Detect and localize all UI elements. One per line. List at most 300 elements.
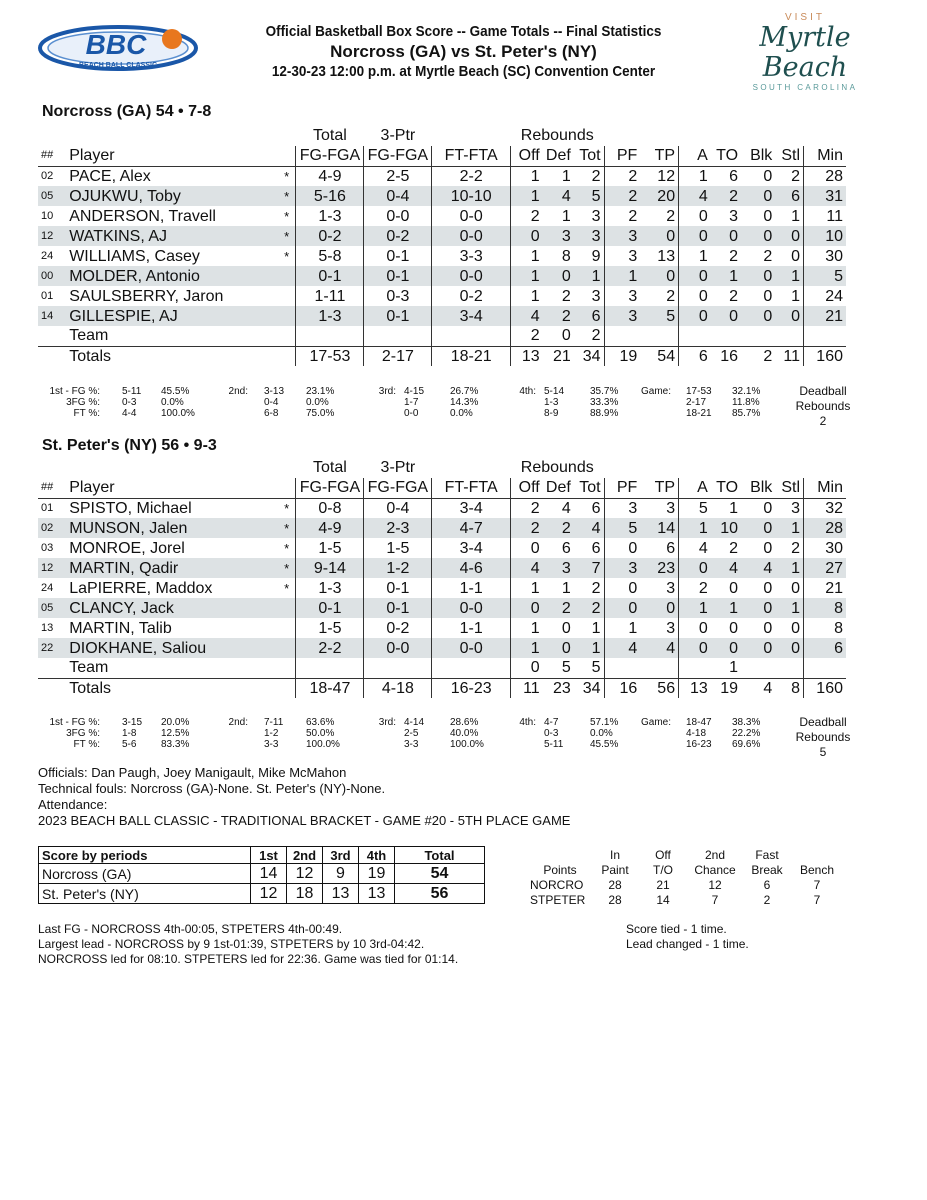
starter-mark: * — [284, 208, 290, 224]
stat-a: 0 — [679, 226, 711, 246]
stat-def: 8 — [561, 247, 571, 265]
player-row — [38, 518, 846, 538]
col-stl: Stl — [775, 146, 803, 166]
total-min: 160 — [804, 678, 847, 698]
jersey-number: 24 — [41, 249, 54, 262]
stat-tp: 23 — [640, 558, 678, 578]
col-tot: Tot — [574, 478, 604, 498]
stat-tot: 1 — [574, 266, 604, 286]
col-fg3: FG-FGA — [364, 146, 432, 166]
stat-to: 0 — [711, 226, 741, 246]
stat-off: 1 — [510, 266, 542, 286]
stat-tp: 12 — [657, 167, 676, 185]
stat-to: 6 — [729, 167, 739, 185]
stat-min: 28 — [804, 518, 847, 538]
stat-a: 1 — [679, 166, 711, 186]
stat-stl: 0 — [791, 579, 800, 597]
total-fg: 18-47 — [296, 678, 364, 698]
stat-stl — [775, 658, 803, 678]
stat-fg3: 0-2 — [364, 618, 432, 638]
stat-tp: 0 — [640, 598, 678, 618]
game-notes — [38, 765, 570, 829]
stat-def: 0 — [543, 266, 574, 286]
stat-tot: 2 — [591, 579, 601, 597]
stat-stl: 0 — [791, 619, 800, 637]
stat-min: 31 — [804, 186, 847, 206]
stat-a — [679, 658, 711, 678]
stat-stl: 3 — [791, 499, 800, 517]
player-row — [38, 618, 846, 638]
stat-fg: 1-5 — [296, 618, 364, 638]
col-group-total: Total — [313, 126, 347, 144]
stat-ft: 4-7 — [432, 518, 511, 538]
stat-blk: 0 — [741, 306, 775, 326]
total-min: 160 — [804, 346, 847, 366]
stat-blk — [741, 326, 775, 346]
stat-min: 30 — [804, 246, 847, 266]
stat-tot: 2 — [591, 327, 601, 345]
shooting-row: 3FG %: 0-3 0.0% 0-4 0.0% 1-7 14.3% 1-3 33.3% 2-17 11.8% — [66, 397, 760, 408]
stat-a: 0 — [679, 266, 711, 286]
stat-min: 8 — [804, 618, 847, 638]
stat-pf: 3 — [604, 286, 640, 306]
col-pf: PF — [604, 146, 640, 166]
player-row — [38, 578, 846, 598]
starter-mark — [278, 266, 296, 286]
stat-blk: 0 — [763, 287, 773, 305]
jersey-number: 01 — [41, 289, 54, 302]
stat-off: 4 — [510, 306, 542, 326]
col-player: Player — [66, 146, 278, 166]
stat-a: 4 — [679, 186, 711, 206]
stat-to: 1 — [729, 659, 739, 677]
myrtle-beach-logo: VISIT Myrtle Beach SOUTH CAROLINA — [752, 12, 858, 92]
stat-to: 10 — [711, 518, 741, 538]
jersey-number: 03 — [41, 541, 54, 554]
col-fg: FG-FGA — [296, 478, 364, 498]
stat-fg3 — [364, 326, 432, 346]
total-tp: 56 — [640, 678, 678, 698]
stat-tot: 1 — [574, 638, 604, 658]
player-name: Team — [69, 327, 109, 345]
stat-stl — [775, 326, 803, 346]
player-name: MARTIN, Qadir — [66, 558, 278, 578]
stat-fg3 — [364, 658, 432, 678]
stat-fg3: 1-5 — [364, 538, 432, 558]
total-def: 21 — [543, 346, 574, 366]
stat-stl: 1 — [775, 558, 803, 578]
stat-a: 0 — [679, 558, 711, 578]
stat-fg3: 0-1 — [364, 266, 432, 286]
starter-mark — [278, 326, 296, 346]
starter-mark — [278, 286, 296, 306]
score-by-periods: Score by periods 1st 2nd 3rd 4th Total Norcross (GA) 14 12 9 19 54 St. Peter's (NY) 12 18 13 13 56 — [38, 846, 485, 904]
jersey-number: 01 — [41, 501, 54, 514]
stat-off: 0 — [510, 658, 542, 678]
stat-fg3: 0-1 — [364, 598, 432, 618]
player-name: ANDERSON, Travell — [69, 207, 216, 225]
total-stl: 8 — [775, 678, 803, 698]
stat-fg — [296, 326, 364, 346]
stat-def: 4 — [543, 186, 574, 206]
stat-tot: 6 — [591, 499, 601, 517]
stat-ft: 3-4 — [432, 306, 511, 326]
stat-fg: 4-9 — [296, 518, 364, 538]
stat-fg: 4-9 — [296, 166, 364, 186]
stat-ft: 4-6 — [432, 558, 511, 578]
stat-fg3: 0-0 — [364, 638, 432, 658]
stat-def: 1 — [561, 579, 571, 597]
stat-to: 1 — [711, 266, 741, 286]
player-row — [38, 538, 846, 558]
starter-mark — [278, 638, 296, 658]
stat-def: 0 — [561, 619, 571, 637]
period-row-norcross: Norcross (GA) 14 12 9 19 54 — [39, 864, 485, 884]
stat-stl: 0 — [791, 247, 800, 265]
stat-pf: 5 — [604, 518, 640, 538]
starter-mark: * — [284, 540, 290, 556]
period-row-stpeters: St. Peter's (NY) 12 18 13 13 56 — [39, 884, 485, 904]
stat-to: 3 — [729, 207, 739, 225]
stat-def: 2 — [543, 598, 574, 618]
total-ft: 16-23 — [432, 678, 511, 698]
stat-tp: 6 — [666, 539, 676, 557]
stat-a: 5 — [679, 498, 711, 518]
starter-mark — [278, 306, 296, 326]
total-tot: 34 — [574, 678, 604, 698]
col-a: A — [679, 478, 711, 498]
stat-fg3: 0-4 — [364, 498, 432, 518]
total-stl: 11 — [775, 346, 803, 366]
col-off: Off — [510, 146, 542, 166]
stat-blk: 0 — [763, 539, 773, 557]
total-a: 6 — [679, 346, 711, 366]
stat-blk: 0 — [763, 207, 773, 225]
column-group-header — [38, 456, 846, 478]
shooting-row: FT %: 4-4 100.0% 6-8 75.0% 0-0 0.0% 8-9 88.9% 18-21 85.7% — [73, 408, 761, 419]
player-name: Team — [69, 659, 109, 677]
player-row — [38, 246, 846, 266]
stat-to: 0 — [729, 619, 739, 637]
player-row — [38, 266, 846, 286]
jersey-number: 02 — [41, 169, 54, 182]
stat-pf: 2 — [604, 206, 640, 226]
stat-pf — [604, 658, 640, 678]
stat-tp: 2 — [666, 287, 676, 305]
stat-fg3: 2-5 — [364, 166, 432, 186]
stat-tot: 6 — [591, 539, 601, 557]
jersey-number: 22 — [38, 638, 66, 658]
box-score-norcross — [38, 124, 846, 366]
total-a: 13 — [679, 678, 711, 698]
stat-stl: 0 — [775, 226, 803, 246]
stat-a — [679, 326, 711, 346]
stat-min: 8 — [804, 598, 847, 618]
col-blk: Blk — [741, 478, 775, 498]
stat-off: 2 — [510, 206, 542, 226]
technical-fouls: Technical fouls: Norcross (GA)-None. St. Peter's (NY)-None. — [38, 781, 386, 796]
stat-a: 1 — [679, 598, 711, 618]
stat-pf: 0 — [604, 538, 640, 558]
matchup-title: Norcross (GA) vs St. Peter's (NY) — [330, 42, 597, 61]
stat-fg3: 0-1 — [364, 306, 432, 326]
total-pf: 16 — [604, 678, 640, 698]
stat-fg: 0-1 — [296, 598, 364, 618]
starter-mark — [278, 618, 296, 638]
stat-fg3: 1-2 — [364, 558, 432, 578]
stat-def: 0 — [543, 638, 574, 658]
col-group-3ptr: 3-Ptr — [380, 458, 416, 476]
jersey-number: 12 — [38, 558, 66, 578]
stat-off: 2 — [510, 326, 542, 346]
stat-ft: 3-4 — [432, 538, 511, 558]
col-num: ## — [38, 146, 66, 166]
player-name: MUNSON, Jalen — [66, 518, 278, 538]
stat-fg: 1-3 — [296, 578, 364, 598]
total-tp: 54 — [640, 346, 678, 366]
stat-a: 1 — [679, 246, 711, 266]
jersey-number: 00 — [38, 266, 66, 286]
stat-fg: 1-3 — [296, 206, 364, 226]
stat-tot: 3 — [574, 226, 604, 246]
col-num: ## — [38, 478, 66, 498]
starter-mark — [278, 658, 296, 678]
shooting-row: FT %: 5-6 83.3% 3-3 100.0% 3-3 100.0% 5-11 45.5% 16-23 69.6% — [73, 739, 761, 750]
player-row — [38, 226, 846, 246]
player-name: WILLIAMS, Casey — [69, 247, 200, 265]
stat-min: 21 — [804, 578, 847, 598]
jersey-number: 12 — [38, 226, 66, 246]
svg-text:BBC: BBC — [85, 29, 147, 60]
player-name: SAULSBERRY, Jaron — [69, 287, 224, 305]
stat-to: 0 — [711, 638, 741, 658]
stat-min — [804, 326, 847, 346]
stat-stl: 1 — [791, 287, 800, 305]
stat-off: 1 — [510, 186, 542, 206]
stat-fg: 0-1 — [296, 266, 364, 286]
stat-tot: 6 — [574, 306, 604, 326]
stat-a: 0 — [679, 618, 711, 638]
game-footer-notes: Last FG - NORCROSS 4th-00:05, STPETERS 4th-00:49. Largest lead - NORCROSS by 9 1st-01:39, STPETERS by 10 3rd-04:42. NORCROSS led for 08:10. STPETERS led for 22:36. Game was tied for 01:14. — [38, 922, 459, 966]
col-tp: TP — [640, 146, 678, 166]
starter-mark: * — [284, 248, 290, 264]
report-title: Official Basketball Box Score -- Game Totals -- Final Statistics — [265, 23, 662, 40]
jersey-number — [38, 326, 66, 346]
player-name: PACE, Alex — [69, 167, 151, 185]
deadball-rebounds-stpeters: Deadball Rebounds 5 — [795, 715, 851, 759]
stat-def: 1 — [561, 207, 571, 225]
stat-tp — [640, 326, 678, 346]
stat-fg: 5-16 — [296, 186, 364, 206]
shooting-summary-norcross — [38, 386, 846, 419]
stat-off: 1 — [510, 286, 542, 306]
stat-pf: 3 — [604, 246, 640, 266]
stat-def: 4 — [561, 499, 571, 517]
stat-fg3: 0-3 — [364, 286, 432, 306]
stat-pf: 3 — [604, 558, 640, 578]
stat-fg3: 0-4 — [364, 186, 432, 206]
stat-pf: 2 — [604, 166, 640, 186]
starter-mark: * — [278, 518, 296, 538]
player-row — [38, 638, 846, 658]
stat-to: 0 — [729, 579, 739, 597]
stat-stl: 1 — [791, 207, 800, 225]
stat-def: 2 — [543, 518, 574, 538]
stat-off: 0 — [510, 538, 542, 558]
stat-def: 3 — [543, 558, 574, 578]
stat-ft: 2-2 — [432, 166, 511, 186]
col-group-total: Total — [313, 458, 347, 476]
totals-row — [38, 678, 846, 698]
svg-text:BEACH BALL CLASSIC: BEACH BALL CLASSIC — [78, 62, 158, 69]
deadball-rebounds-norcross: Deadball Rebounds 2 — [795, 384, 851, 428]
player-name: SPISTO, Michael — [69, 499, 192, 517]
stat-ft: 0-0 — [432, 598, 511, 618]
stat-pf: 4 — [604, 638, 640, 658]
stat-blk: 2 — [763, 247, 773, 265]
total-def: 23 — [543, 678, 574, 698]
stat-fg3: 2-3 — [364, 518, 432, 538]
col-to: TO — [711, 478, 741, 498]
total-blk: 4 — [741, 678, 775, 698]
stat-off: 1 — [510, 578, 542, 598]
stat-a: 0 — [679, 638, 711, 658]
col-ft: FT-FTA — [432, 478, 511, 498]
shooting-row: 3FG %: 1-8 12.5% 1-2 50.0% 2-5 40.0% 0-3 0.0% 4-18 22.2% — [66, 728, 761, 739]
starter-mark: * — [284, 168, 290, 184]
stat-def: 1 — [561, 167, 571, 185]
player-name: MARTIN, Talib — [69, 619, 172, 637]
stat-tp: 0 — [640, 226, 678, 246]
player-name: CLANCY, Jack — [66, 598, 278, 618]
stat-tot: 7 — [574, 558, 604, 578]
stat-stl: 0 — [775, 306, 803, 326]
stat-off: 2 — [510, 498, 542, 518]
total-pf: 19 — [604, 346, 640, 366]
stat-ft: 0-0 — [432, 226, 511, 246]
col-group-rebounds: Rebounds — [520, 126, 594, 144]
player-row — [38, 326, 846, 346]
stat-min: 21 — [804, 306, 847, 326]
jersey-number: 24 — [41, 581, 54, 594]
stat-def: 3 — [543, 226, 574, 246]
total-fg3: 2-17 — [364, 346, 432, 366]
stat-tp: 0 — [640, 266, 678, 286]
total-blk: 2 — [741, 346, 775, 366]
stat-fg: 1-5 — [296, 538, 364, 558]
jersey-number: 10 — [41, 209, 54, 222]
stat-pf: 0 — [604, 578, 640, 598]
stat-min: 32 — [804, 498, 847, 518]
stat-off: 0 — [510, 598, 542, 618]
stat-blk: 4 — [741, 558, 775, 578]
stat-def: 0 — [561, 327, 571, 345]
starter-mark: * — [278, 558, 296, 578]
stat-blk: 0 — [741, 226, 775, 246]
stat-ft: 0-0 — [432, 638, 511, 658]
stat-min: 27 — [804, 558, 847, 578]
stat-min: 11 — [804, 206, 847, 226]
stat-off: 2 — [510, 518, 542, 538]
stat-pf: 2 — [604, 186, 640, 206]
stat-fg3: 0-2 — [364, 226, 432, 246]
col-tp: TP — [640, 478, 678, 498]
col-def: Def — [543, 478, 574, 498]
starter-mark: * — [278, 226, 296, 246]
total-off: 11 — [510, 678, 542, 698]
stat-a: 4 — [679, 538, 711, 558]
stat-ft: 0-0 — [432, 206, 511, 226]
stat-def: 6 — [561, 539, 571, 557]
stat-a: 2 — [679, 578, 711, 598]
stat-tp — [640, 658, 678, 678]
stat-stl: 0 — [775, 638, 803, 658]
col-min: Min — [804, 146, 847, 166]
stat-min: 10 — [804, 226, 847, 246]
team-title-norcross: Norcross (GA) 54 • 7-8 — [42, 103, 212, 120]
stat-to: 4 — [711, 558, 741, 578]
stat-to: 2 — [729, 287, 739, 305]
jersey-number: 14 — [38, 306, 66, 326]
stat-off: 1 — [510, 638, 542, 658]
stat-tot: 4 — [574, 518, 604, 538]
stat-off: 4 — [510, 558, 542, 578]
shooting-summary-stpeters — [38, 717, 846, 750]
stat-min: 6 — [804, 638, 847, 658]
stat-a: 0 — [679, 206, 711, 226]
stat-pf: 3 — [604, 226, 640, 246]
stat-tp: 3 — [666, 499, 676, 517]
total-fg3: 4-18 — [364, 678, 432, 698]
col-player: Player — [66, 478, 278, 498]
stat-to — [711, 326, 741, 346]
stat-a: 1 — [679, 518, 711, 538]
stat-ft: 10-10 — [432, 186, 511, 206]
stat-min: 30 — [804, 538, 847, 558]
col-a: A — [679, 146, 711, 166]
stat-fg3: 0-0 — [364, 206, 432, 226]
player-name: DIOKHANE, Saliou — [66, 638, 278, 658]
stat-tp: 14 — [640, 518, 678, 538]
stat-stl: 1 — [775, 266, 803, 286]
stat-to: 2 — [711, 186, 741, 206]
stat-ft — [432, 326, 511, 346]
shooting-row: 1st - FG %: 3-15 20.0% 2nd: 7-11 63.6% 3rd: 4-14 28.6% 4th: 4-7 57.1% Game: 18-47 38.3% — [49, 717, 761, 728]
stat-blk: 0 — [741, 186, 775, 206]
officials: Officials: Dan Paugh, Joey Manigault, Mike McMahon — [38, 765, 347, 780]
stat-tot: 3 — [591, 207, 601, 225]
stat-blk: 0 — [763, 167, 773, 185]
total-fg: 17-53 — [296, 346, 364, 366]
team-title-stpeters: St. Peter's (NY) 56 • 9-3 — [42, 437, 217, 454]
stat-def: 5 — [561, 659, 571, 677]
player-name: WATKINS, AJ — [66, 226, 278, 246]
game-description: 2023 BEACH BALL CLASSIC - TRADITIONAL BRACKET - GAME #20 - 5TH PLACE GAME — [38, 813, 571, 828]
stat-stl: 1 — [775, 518, 803, 538]
stat-min: 24 — [804, 286, 847, 306]
starter-mark: * — [284, 580, 290, 596]
col-min: Min — [804, 478, 847, 498]
stat-tp: 2 — [666, 207, 676, 225]
starter-mark: * — [278, 186, 296, 206]
col-to: TO — [711, 146, 741, 166]
stat-blk: 0 — [763, 619, 773, 637]
col-group-3ptr: 3-Ptr — [380, 126, 416, 144]
stat-ft: 3-4 — [432, 498, 511, 518]
jersey-number: 13 — [41, 621, 54, 634]
stat-off: 1 — [510, 618, 542, 638]
total-to: 16 — [711, 346, 741, 366]
